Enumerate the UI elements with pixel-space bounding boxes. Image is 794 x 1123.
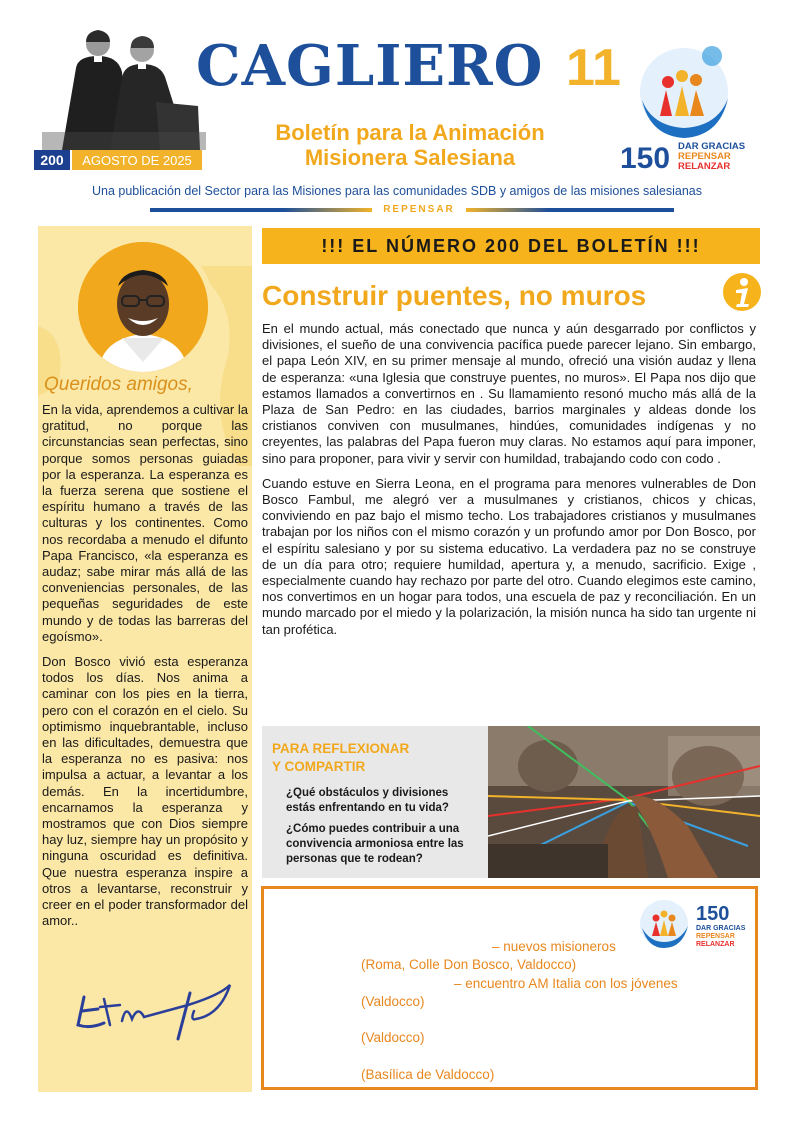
logo-line-2: REPENSAR xyxy=(678,151,731,162)
reflect-question-2: ¿Cómo puedes contribuir a una convivencia armoniosa entre las personas que te rodean? xyxy=(286,823,464,865)
founders-illustration xyxy=(38,22,210,150)
masthead-title: CAGLIERO xyxy=(196,33,544,99)
event-line: – encuentro AM Italia con los jóvenes xyxy=(454,976,678,991)
small-logo-line-2: REPENSAR xyxy=(696,933,735,940)
small-logo-line-3: RELANZAR xyxy=(696,941,735,948)
event-line: (Valdocco) xyxy=(361,994,425,1009)
masthead-number: 11 xyxy=(566,39,621,97)
header-rule-left xyxy=(150,208,372,212)
article-paragraph: En el mundo actual, más conectado que nunca y aún desgarrado por conflictos y divisiones, el sueño de una convivencia pacífica puede parecer lejano. Sin embargo, el papa León XIV, en su primer mensaje al mundo, ofreció una visión audaz y llena de esperanza: «una Iglesia que construye puentes, no muros». El Papa nos dijo que estamos llamados a convertirnos en . Su llamamiento resonó mucho más allá de la Plaza de San Pedro: en las ciudades, barrios marginales y aldeas donde los cristianos conviven con musulmanes, hindúes, comunidades indígenas y no creyentes, las palabras del Papa fueron muy claras. No estamos aquí para imponer, sino para proponer, para vivir y servir con humildad, trabajando codo con codo . xyxy=(262,321,756,466)
issue-200-banner: !!! EL NÚMERO 200 DEL BOLETÍN !!! xyxy=(262,228,760,264)
reflect-question-1: ¿Qué obstáculos y divisiones estás enfrentando en tu vida? xyxy=(286,787,449,814)
logo-line-3: RELANZAR xyxy=(678,161,731,172)
bulletin-subtitle xyxy=(230,120,590,170)
article-body xyxy=(262,321,756,647)
anniversary-150-logo-small xyxy=(638,896,754,952)
author-signature xyxy=(70,975,240,1041)
anniversary-150-logo xyxy=(620,40,750,175)
logo-150-number: 150 xyxy=(620,142,671,175)
subtitle-line-1: Boletín para la Animación xyxy=(275,120,545,145)
info-icon xyxy=(722,272,762,312)
reflect-title-line-1: PARA REFLEXIONAR xyxy=(272,741,410,756)
header-rule-right xyxy=(466,208,674,212)
logo-line-1: DAR GRACIAS xyxy=(678,141,746,152)
section-label: REPENSAR xyxy=(383,204,455,215)
issue-date: AGOSTO DE 2025 xyxy=(72,150,202,170)
article-headline: Construir puentes, no muros xyxy=(262,280,647,311)
reflect-title xyxy=(272,740,472,776)
event-line: – nuevos misioneros xyxy=(492,939,616,954)
event-line: (Basílica de Valdocco) xyxy=(361,1067,495,1082)
letter-greeting: Queridos amigos, xyxy=(44,374,193,395)
issue-number: 200 xyxy=(34,150,70,170)
author-portrait xyxy=(72,236,214,378)
letter-body xyxy=(42,402,248,939)
event-line: (Roma, Colle Don Bosco, Valdocco) xyxy=(361,957,577,972)
letter-paragraph: Don Bosco vivió esta esperanza todos los días. Nos anima a caminar con los pies en la tierra, pero con el corazón en el cielo. Su optimismo inquebrantable, incluso en las dificultades, demuestra que la esperanza no es pasiva: nos impulsa a actuar, a levantar a los demás. En la incertidumbre, encarnamos la esperanza y mostramos que con Dios siempre hay luz, siempre hay un propósito y ninguna oscuridad es definitiva. Que nuestra esperanza inspire a otros a levantarse, reconstruir y creer en el poder transformador del amor.. xyxy=(42,654,248,929)
issue-bar xyxy=(34,150,202,170)
event-line: (Valdocco) xyxy=(361,1030,425,1045)
subtitle-line-2: Misionera Salesiana xyxy=(304,145,516,170)
ribbons-photo xyxy=(488,726,760,878)
article-paragraph: Cuando estuve en Sierra Leona, en el programa para menores vulnerables de Don Bosco Fambul, me alegró ver a musulmanes y cristianos, chicos y chicas, conviviendo en paz bajo el mismo techo. Los trabajadores cristianos y musulmanes trabajan por los niños con el mismo corazón y un profundo amor por Don Bosco, por el espíritu salesiano y por su sistema educativo. La verdadera paz no se construye de un día para otro; requiere humildad, apertura y, a menudo, sacrificio. Exige , especialmente cuando hay rechazo por parte del otro. Cuando elegimos este camino, nos convertimos en un hogar para todos, una escuela de paz y reconciliación. En un mundo marcado por el miedo y la polarización, la misión nunca ha sido tan urgente ni tan profética. xyxy=(262,475,756,637)
reflect-title-line-2: Y COMPARTIR xyxy=(272,759,366,774)
small-logo-line-1: DAR GRACIAS xyxy=(696,925,746,932)
small-logo-number: 150 xyxy=(696,903,730,925)
letter-paragraph: En la vida, aprendemos a cultivar la gratitud, no porque las circunstancias sean perfectas, sino porque somos personas guiadas por la esperanza. La esperanza es la fuerza serena que sostiene el espíritu humano a través de las culturas y los continentes. Como nos recordaba a menudo el difunto Papa Francisco, «la esperanza es audaz; sabe mirar más allá de las conveniencias personales, de las pequeñas seguridades de este mundo y de todas las barreras del egoísmo». xyxy=(42,402,248,644)
publication-tagline: Una publicación del Sector para las Misiones para las comunidades SDB y amigos de las misiones salesianas xyxy=(91,184,703,198)
